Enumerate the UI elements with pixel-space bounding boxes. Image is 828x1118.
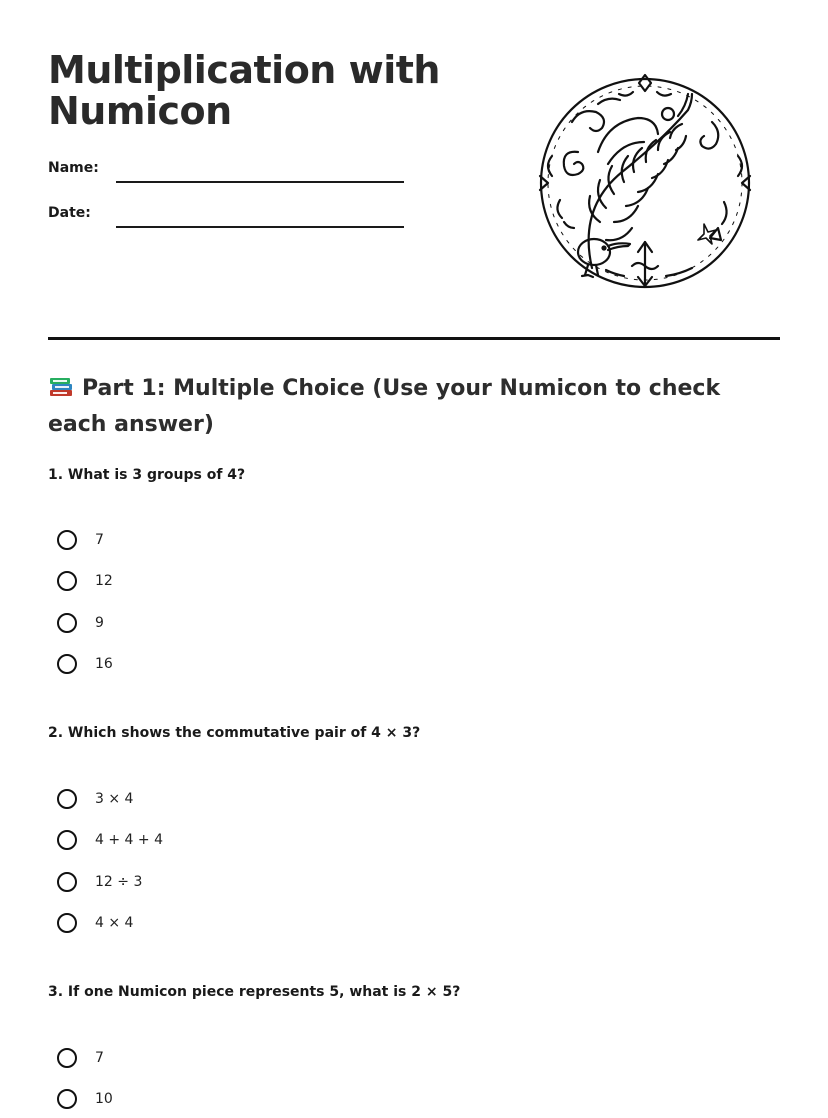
question-2: 2. Which shows the commutative pair of 4 × 3? xyxy=(48,725,421,741)
date-label: Date: xyxy=(48,205,91,221)
q1-option-3[interactable] xyxy=(57,610,104,636)
option-label: 4 + 4 + 4 xyxy=(95,832,163,848)
q2-option-2[interactable] xyxy=(57,827,163,853)
radio-button[interactable] xyxy=(57,1048,77,1068)
q3-option-2[interactable] xyxy=(57,1086,113,1112)
q2-option-4[interactable] xyxy=(57,910,133,936)
q1-option-4[interactable] xyxy=(57,651,113,677)
radio-button[interactable] xyxy=(57,830,77,850)
option-label: 12 xyxy=(95,573,113,589)
q1-option-2[interactable] xyxy=(57,568,113,594)
radio-button[interactable] xyxy=(57,613,77,633)
section-divider xyxy=(48,337,780,340)
part1-heading-text: Part 1: Multiple Choice (Use your Numicon to check each answer) xyxy=(48,376,721,437)
part1-heading xyxy=(48,371,748,443)
q2-option-3[interactable] xyxy=(57,869,142,895)
q3-option-1[interactable] xyxy=(57,1045,104,1071)
option-label: 10 xyxy=(95,1091,113,1107)
name-field[interactable] xyxy=(116,181,404,183)
name-label: Name: xyxy=(48,160,99,176)
radio-button[interactable] xyxy=(57,913,77,933)
q2-option-1[interactable] xyxy=(57,786,133,812)
option-label: 7 xyxy=(95,1050,104,1066)
option-label: 4 × 4 xyxy=(95,915,134,931)
option-label: 7 xyxy=(95,532,104,548)
question-1: 1. What is 3 groups of 4? xyxy=(48,467,246,483)
q1-option-1[interactable] xyxy=(57,527,104,553)
radio-button[interactable] xyxy=(57,530,77,550)
radio-button[interactable] xyxy=(57,1089,77,1109)
books-icon xyxy=(48,376,74,398)
radio-button[interactable] xyxy=(57,789,77,809)
radio-button[interactable] xyxy=(57,872,77,892)
worksheet-title: Multiplication with Numicon xyxy=(48,48,440,133)
option-label: 12 ÷ 3 xyxy=(95,874,143,890)
radio-button[interactable] xyxy=(57,571,77,591)
fern-kiwi-emblem-icon xyxy=(534,72,756,294)
radio-button[interactable] xyxy=(57,654,77,674)
option-label: 16 xyxy=(95,656,113,672)
date-field[interactable] xyxy=(116,226,404,228)
question-3: 3. If one Numicon piece represents 5, what is 2 × 5? xyxy=(48,984,461,1000)
option-label: 9 xyxy=(95,615,104,631)
option-label: 3 × 4 xyxy=(95,791,134,807)
